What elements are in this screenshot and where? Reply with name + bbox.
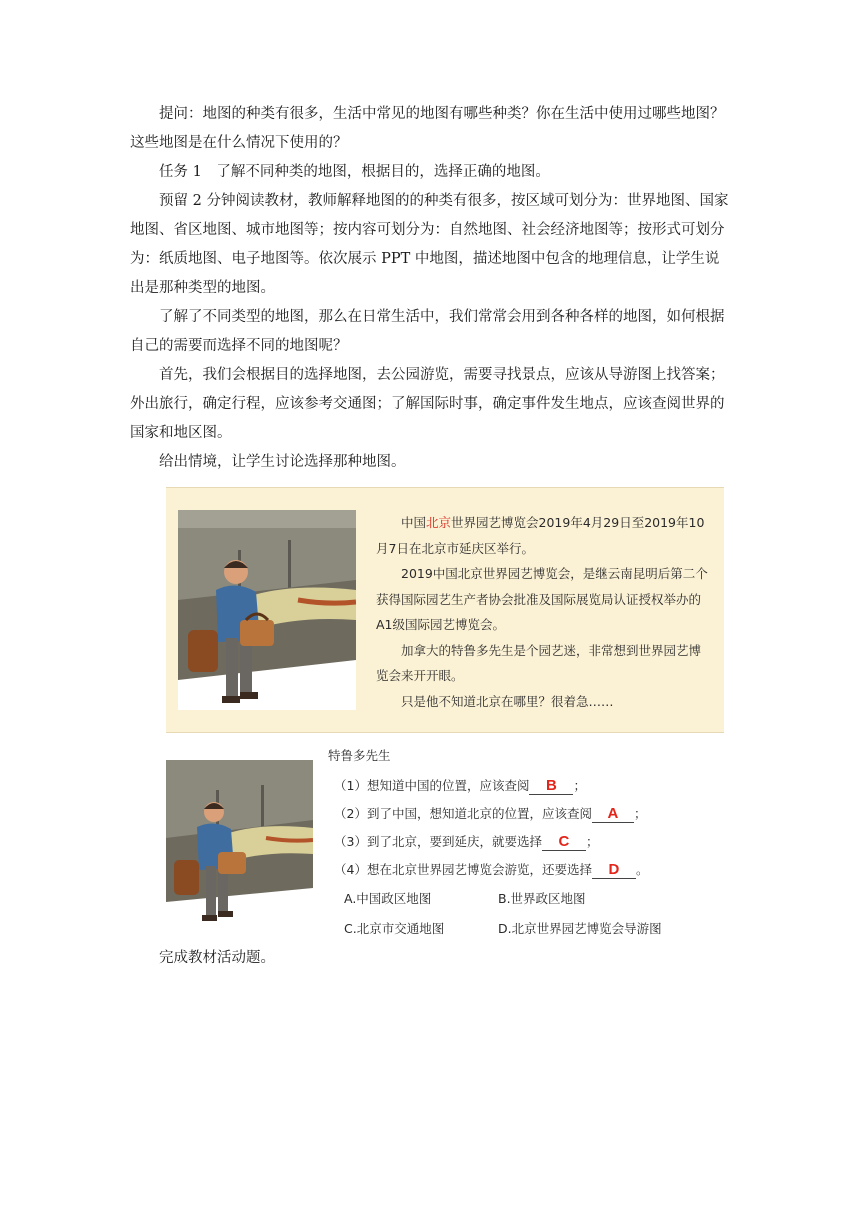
question-paragraph: 提问：地图的种类有很多，生活中常见的地图有哪些种类？你在生活中使用过哪些地图？这些地图是在什么情况下使用的？ (130, 106, 725, 151)
scenario-line-2: 2019中国北京世界园艺博览会，是继云南昆明后第二个获得国际园艺生产者协会批准及国际展览局认证授权举办的A1级国际园艺博览会。 (376, 566, 708, 632)
option-a: A.中国政区地图 (344, 891, 432, 906)
closing-paragraph: 完成教材活动题。 (159, 950, 275, 966)
traveler-illustration (178, 510, 356, 710)
answer-blank: D (592, 862, 636, 879)
option-d: D.北京世界园艺博览会导游图 (498, 921, 662, 936)
answer-blank: C (542, 834, 586, 851)
question-4: （4）想在北京世界园艺博览会游览，还要选择 D 。 (334, 861, 649, 878)
scenario-paragraph: 给出情境，让学生讨论选择那种地图。 (159, 454, 406, 470)
option-b: B.世界政区地图 (498, 891, 586, 906)
question-1: （1）想知道中国的位置，应该查阅 B ； (334, 777, 586, 794)
question-3: （3）到了北京，要到延庆，就要选择 C ； (334, 833, 599, 850)
traveler-illustration-small (166, 760, 313, 928)
answer-blank: B (529, 778, 573, 795)
scenario-line-4: 只是他不知道北京在哪里？很着急…… (401, 693, 614, 709)
reading-paragraph: 预留 2 分钟阅读教材，教师解释地图的的种类有很多，按区域可划分为：世界地图、国家地图、省区地图、城市地图等；按内容可划分为：自然地图、社会经济地图等；按形式可划分为：纸质地图、电子地图等。依次展示 PPT 中地图，描述地图中包含的地理信息，让学生说出是那种类型的地图。 (130, 193, 729, 296)
task-heading: 任务 1 了解不同种类的地图，根据目的，选择正确的地图。 (159, 164, 550, 180)
quiz-title: 特鲁多先生 (328, 748, 391, 763)
purpose-paragraph: 首先，我们会根据目的选择地图，去公园游览，需要寻找景点，应该从导游图上找答案；外出旅行，确定行程，应该参考交通图；了解国际时事，确定事件发生地点，应该查阅世界的国家和地区图。 (130, 367, 725, 441)
beijing-highlight: 北京 (426, 515, 452, 530)
option-c: C.北京市交通地图 (344, 921, 445, 936)
scenario-box (166, 487, 724, 733)
question-2: （2）到了中国，想知道北京的位置，应该查阅 A ； (334, 805, 647, 822)
scenario-text (376, 510, 712, 714)
scenario-line-3: 加拿大的特鲁多先生是个园艺迷，非常想到世界园艺博览会来开开眼。 (376, 642, 702, 683)
answer-blank: A (592, 806, 634, 823)
scenario-line-1: 中国北京世界园艺博览会2019年4月29日至2019年10月7日在北京市延庆区举行。 (376, 515, 705, 556)
transition-paragraph: 了解了不同类型的地图，那么在日常生活中，我们常常会用到各种各样的地图，如何根据自己的需要而选择不同的地图呢？ (130, 309, 725, 354)
